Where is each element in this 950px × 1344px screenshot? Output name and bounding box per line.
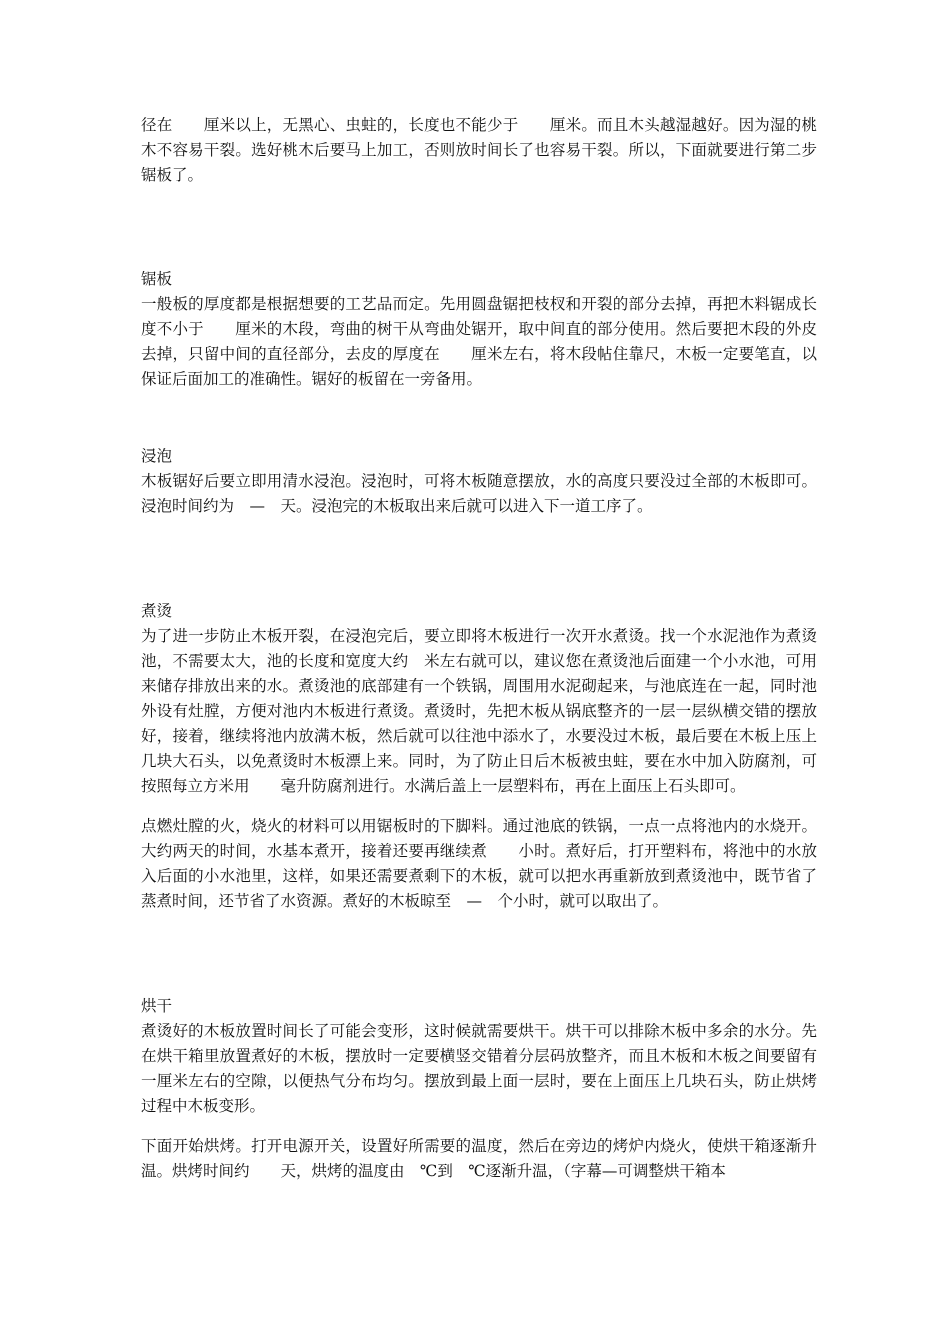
section-paragraph-boiling-1: 为了进一步防止木板开裂，在浸泡完后，要立即将木板进行一次开水煮烫。找一个水泥池作为煮烫池，不需要太大，池的长度和宽度大约 米左右就可以，建议您在煮烫池后面建一个小水池，可用来储存排放出来的水。煮烫池的底部建有一个铁锅，周围用水泥砌起来，与池底连在一起，同时池外设有灶膛，方便对池内木板进行煮烫。煮烫时，先把木板从锅底整齐的一层一层纵横交错的摆放好，接着，继续将池内放满木板，然后就可以往池中添水了，水要没过木板，最后要在木板上压上几块大石头，以免煮烫时木板漂上来。同时，为了防止日后木板被虫蛀，要在水中加入防腐剂，可按照每立方米用 毫升防腐剂进行。水满后盖上一层塑料布，再在上面压上石头即可。 — [141, 627, 817, 795]
section-paragraph-boiling-2: 点燃灶膛的火，烧火的材料可以用锯板时的下脚料。通过池底的铁锅，一点一点将池内的水烧开。大约两天的时间，水基本煮开，接着还要再继续煮 小时。煮好后，打开塑料布，将池中的水放入后面的小水池里，这样，如果还需要煮剩下的木板，就可以把水再重新放到煮烫池中，既节省了蒸煮时间，还节省了水资源。煮好的木板晾至 — 个小时，就可以取出了。 — [141, 817, 817, 910]
section-heading-sawing: 锯板 — [141, 270, 173, 288]
section-heading-soaking: 浸泡 — [141, 447, 173, 465]
intro-paragraph: 径在 厘米以上，无黑心、虫蛀的，长度也不能少于 厘米。而且木头越湿越好。因为湿的桃木不容易干裂。选好桃木后要马上加工，否则放时间长了也容易干裂。所以，下面就要进行第二步锯板了。 — [141, 116, 817, 184]
document-page — [141, 113, 817, 1184]
section-paragraph-soaking: 木板锯好后要立即用清水浸泡。浸泡时，可将木板随意摆放，水的高度只要没过全部的木板即可。浸泡时间约为 — 天。浸泡完的木板取出来后就可以进入下一道工序了。 — [141, 472, 817, 515]
section-heading-boiling: 煮烫 — [141, 602, 173, 620]
section-heading-drying: 烘干 — [141, 997, 173, 1015]
section-paragraph-sawing: 一般板的厚度都是根据想要的工艺品而定。先用圆盘锯把枝杈和开裂的部分去掉，再把木料锯成长度不小于 厘米的木段，弯曲的树干从弯曲处锯开，取中间直的部分使用。然后要把木段的外皮去掉，只留中间的直径部分，去皮的厚度在 厘米左右，将木段帖住靠尺，木板一定要笔直，以保证后面加工的准确性。锯好的板留在一旁备用。 — [141, 295, 817, 388]
section-paragraph-drying-2: 下面开始烘烤。打开电源开关，设置好所需要的温度，然后在旁边的烤炉内烧火，使烘干箱逐渐升温。烘烤时间约 天，烘烤的温度由 ℃到 ℃逐渐升温，（字幕—可调整烘干箱本 — [141, 1137, 817, 1180]
section-paragraph-drying-1: 煮烫好的木板放置时间长了可能会变形，这时候就需要烘干。烘干可以排除木板中多余的水分。先在烘干箱里放置煮好的木板，摆放时一定要横竖交错着分层码放整齐，而且木板和木板之间要留有一厘米左右的空隙，以便热气分布均匀。摆放到最上面一层时，要在上面压上几块石头，防止烘烤过程中木板变形。 — [141, 1022, 817, 1115]
